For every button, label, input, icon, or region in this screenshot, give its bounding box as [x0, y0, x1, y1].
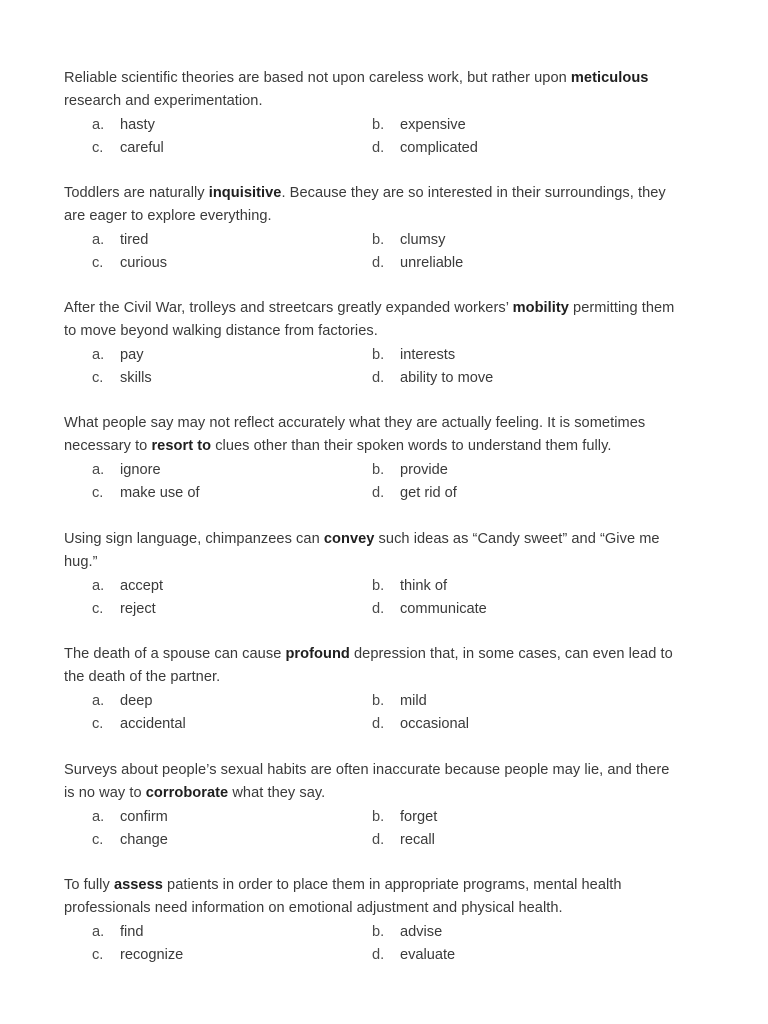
stem-text: . Because they are so interested in their surroundings, they are eager to explore everything.	[64, 185, 666, 224]
answer-options	[64, 575, 684, 621]
option-text: get rid of	[400, 485, 457, 501]
option-a[interactable]	[92, 459, 161, 482]
option-text: careful	[120, 140, 164, 156]
question-7	[64, 759, 684, 852]
option-c[interactable]	[92, 713, 186, 736]
option-text: provide	[400, 462, 448, 478]
option-letter: b.	[372, 693, 385, 709]
vocabulary-term: mobility	[512, 300, 569, 316]
option-c[interactable]	[92, 367, 152, 390]
option-text: clumsy	[400, 232, 446, 248]
option-d[interactable]	[372, 367, 493, 390]
option-letter: b.	[372, 924, 385, 940]
stem-text: what they say.	[228, 785, 326, 801]
option-letter: a.	[92, 462, 105, 478]
option-b[interactable]	[372, 806, 437, 829]
option-b[interactable]	[372, 229, 445, 252]
option-letter: d.	[372, 832, 385, 848]
question-stem	[64, 412, 684, 458]
question-stem	[64, 759, 684, 805]
option-letter: c.	[92, 140, 104, 156]
option-text: mild	[400, 693, 427, 709]
option-text: interests	[400, 347, 456, 363]
option-letter: a.	[92, 809, 105, 825]
option-text: think of	[400, 578, 448, 594]
option-d[interactable]	[372, 829, 435, 852]
question-stem	[64, 528, 684, 574]
vocabulary-term: meticulous	[570, 70, 649, 86]
question-stem	[64, 67, 684, 113]
option-letter: b.	[372, 117, 385, 133]
stem-text: depression that, in some cases, can even lead to the death of the partner.	[64, 646, 673, 685]
option-text: recognize	[120, 947, 184, 963]
option-letter: d.	[372, 716, 385, 732]
option-c[interactable]	[92, 252, 167, 275]
option-letter: d.	[372, 140, 385, 156]
option-text: tired	[120, 232, 149, 248]
stem-text: permitting them to move beyond walking distance from factories.	[64, 300, 675, 339]
stem-text: After the Civil War, trolleys and streetcars greatly expanded workers’	[64, 300, 513, 316]
option-letter: b.	[372, 809, 385, 825]
question-stem	[64, 874, 684, 920]
option-letter: a.	[92, 347, 105, 363]
option-b[interactable]	[372, 459, 448, 482]
option-a[interactable]	[92, 114, 155, 137]
option-text: pay	[120, 347, 144, 363]
question-stem	[64, 643, 684, 689]
option-text: hasty	[120, 117, 155, 133]
question-6	[64, 643, 684, 736]
question-2	[64, 182, 684, 275]
vocabulary-term: corroborate	[145, 785, 229, 801]
option-text: make use of	[120, 485, 200, 501]
option-text: evaluate	[400, 947, 456, 963]
option-text: recall	[400, 832, 435, 848]
option-text: confirm	[120, 809, 168, 825]
option-c[interactable]	[92, 829, 168, 852]
question-8	[64, 874, 684, 967]
option-d[interactable]	[372, 598, 487, 621]
question-5	[64, 528, 684, 621]
answer-options	[64, 806, 684, 852]
option-text: ignore	[120, 462, 161, 478]
option-letter: b.	[372, 347, 385, 363]
question-stem	[64, 182, 684, 228]
option-letter: d.	[372, 601, 385, 617]
option-letter: c.	[92, 370, 104, 386]
option-b[interactable]	[372, 114, 466, 137]
answer-options	[64, 459, 684, 505]
stem-text: such ideas as “Candy sweet” and “Give me hug.”	[64, 531, 660, 570]
option-letter: d.	[372, 370, 385, 386]
option-a[interactable]	[92, 229, 148, 252]
answer-options	[64, 229, 684, 275]
question-4	[64, 412, 684, 505]
option-text: change	[120, 832, 168, 848]
option-a[interactable]	[92, 344, 144, 367]
option-letter: c.	[92, 601, 104, 617]
option-b[interactable]	[372, 344, 455, 367]
stem-text: patients in order to place them in appropriate programs, mental health professionals need information on emotional adjustment and physical health.	[64, 877, 622, 916]
option-text: unreliable	[400, 255, 464, 271]
option-text: occasional	[400, 716, 469, 732]
option-letter: b.	[372, 232, 385, 248]
option-text: accept	[120, 578, 163, 594]
option-letter: a.	[92, 693, 105, 709]
option-text: forget	[400, 809, 438, 825]
answer-options	[64, 921, 684, 967]
stem-text: What people say may not reflect accurately what they are actually feeling. It is sometimes necessary to	[64, 415, 646, 454]
option-letter: d.	[372, 947, 385, 963]
stem-text: Using sign language, chimpanzees can	[64, 531, 324, 547]
question-stem	[64, 297, 684, 343]
option-d[interactable]	[372, 482, 457, 505]
option-c[interactable]	[92, 944, 183, 967]
vocabulary-term: resort to	[151, 438, 212, 454]
option-letter: a.	[92, 117, 105, 133]
stem-text: Toddlers are naturally	[64, 185, 209, 201]
option-text: find	[120, 924, 144, 940]
option-letter: b.	[372, 462, 385, 478]
option-a[interactable]	[92, 806, 168, 829]
stem-text: research and experimentation.	[64, 93, 263, 109]
option-text: curious	[120, 255, 168, 271]
vocabulary-term: profound	[285, 646, 350, 662]
option-d[interactable]	[372, 252, 463, 275]
option-text: reject	[120, 601, 156, 617]
option-a[interactable]	[92, 575, 163, 598]
vocabulary-term: assess	[113, 877, 163, 893]
option-text: accidental	[120, 716, 186, 732]
option-letter: a.	[92, 232, 105, 248]
option-letter: c.	[92, 947, 104, 963]
option-letter: a.	[92, 924, 105, 940]
answer-options	[64, 344, 684, 390]
question-1	[64, 67, 684, 160]
vocabulary-term: inquisitive	[208, 185, 282, 201]
option-text: advise	[400, 924, 443, 940]
option-letter: b.	[372, 578, 385, 594]
option-b[interactable]	[372, 921, 442, 944]
question-3	[64, 297, 684, 390]
option-a[interactable]	[92, 690, 152, 713]
stem-text: Surveys about people’s sexual habits are often inaccurate because people may lie, and there is no way to	[64, 762, 670, 801]
option-letter: d.	[372, 485, 385, 501]
option-text: deep	[120, 693, 153, 709]
option-b[interactable]	[372, 690, 427, 713]
option-letter: c.	[92, 832, 104, 848]
answer-options	[64, 114, 684, 160]
answer-options	[64, 690, 684, 736]
stem-text: To fully	[64, 877, 114, 893]
vocabulary-term: convey	[323, 531, 375, 547]
option-d[interactable]	[372, 713, 469, 736]
stem-text: The death of a spouse can cause	[64, 646, 286, 662]
option-text: communicate	[400, 601, 487, 617]
stem-text: Reliable scientific theories are based not upon careless work, but rather upon	[64, 70, 571, 86]
stem-text: clues other than their spoken words to understand them fully.	[211, 438, 612, 454]
option-text: ability to move	[400, 370, 494, 386]
option-letter: a.	[92, 578, 105, 594]
option-letter: c.	[92, 485, 104, 501]
option-text: skills	[120, 370, 152, 386]
option-c[interactable]	[92, 482, 200, 505]
option-b[interactable]	[372, 575, 447, 598]
option-d[interactable]	[372, 944, 455, 967]
option-d[interactable]	[372, 137, 478, 160]
option-letter: c.	[92, 255, 104, 271]
option-letter: d.	[372, 255, 385, 271]
option-text: complicated	[400, 140, 478, 156]
option-letter: c.	[92, 716, 104, 732]
option-text: expensive	[400, 117, 466, 133]
option-a[interactable]	[92, 921, 144, 944]
option-c[interactable]	[92, 598, 156, 621]
option-c[interactable]	[92, 137, 164, 160]
